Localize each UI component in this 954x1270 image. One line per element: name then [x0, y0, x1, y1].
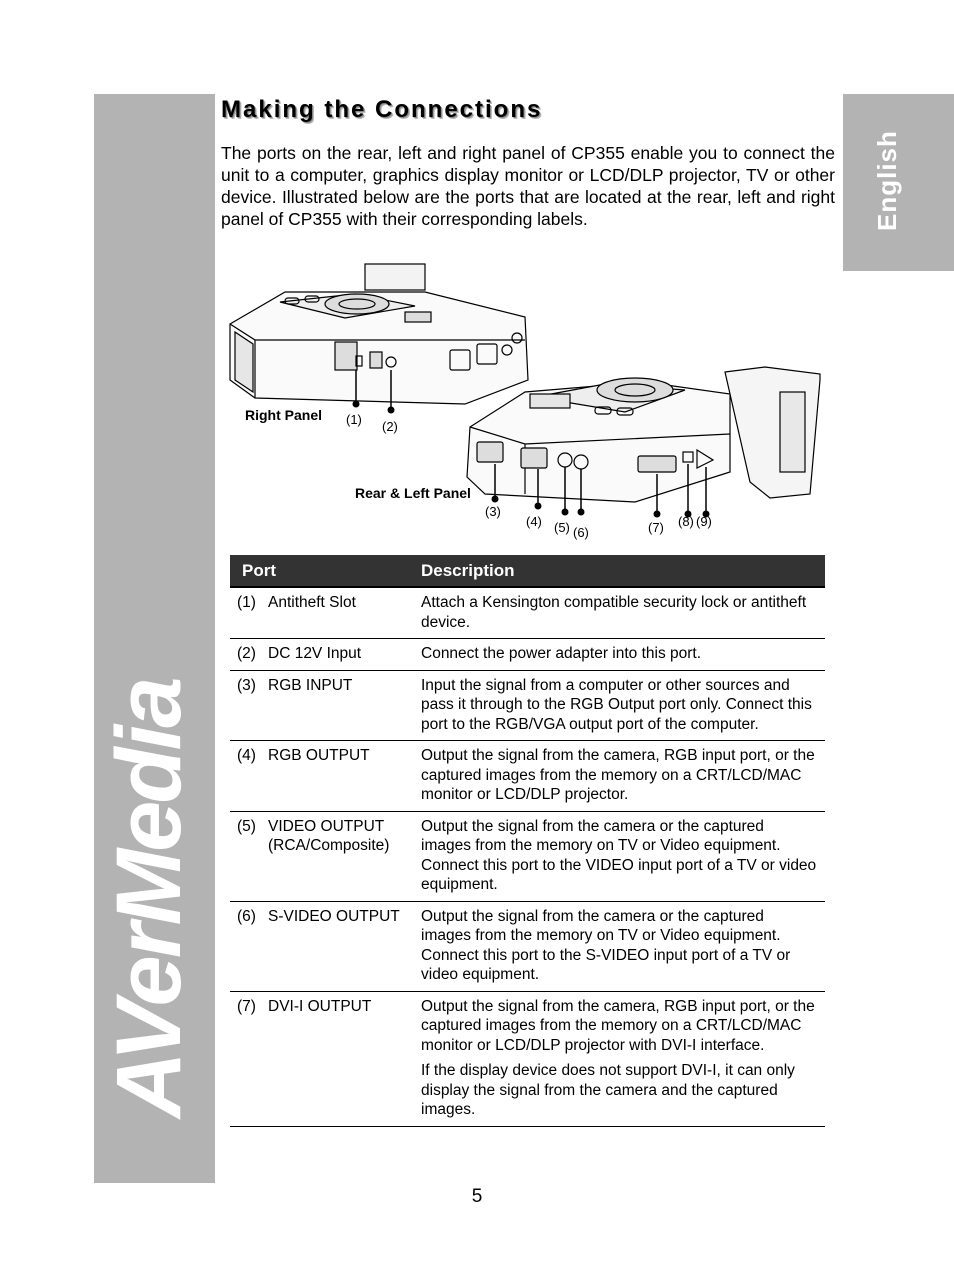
- port-number: (2): [230, 639, 268, 671]
- right-panel-label: Right Panel: [245, 407, 323, 423]
- callout-7: (7): [648, 520, 664, 535]
- description-column-header: Description: [421, 555, 825, 587]
- callout-2: (2): [382, 419, 398, 434]
- port-name: DC 12V Input: [268, 639, 421, 671]
- port-name: DVI-I OUTPUT: [268, 991, 421, 1126]
- table-row: [230, 587, 825, 639]
- table-row: [230, 811, 825, 901]
- rear-left-panel-label: Rear & Left Panel: [355, 485, 471, 501]
- callout-4: (4): [526, 514, 542, 529]
- description-text: Connect the power adapter into this port.: [421, 645, 702, 662]
- description-text: Input the signal from a computer or other sources and pass it through to the RGB Output port only. Connect this port to the RGB/VGA output port of the computer.: [421, 676, 812, 733]
- port-name: S-VIDEO OUTPUT: [268, 901, 421, 991]
- device-illustration: [225, 262, 825, 547]
- ports-figure: [225, 262, 825, 547]
- port-number: (6): [230, 901, 268, 991]
- language-tab-label: English: [872, 130, 902, 231]
- description-text: Output the signal from the camera, RGB input port, or the captured images from the memory on a CRT/LCD/MAC monitor or LCD/DLP projector with DVI-I interface.: [421, 997, 815, 1054]
- table-row: [230, 639, 825, 671]
- port-number: (7): [230, 991, 268, 1126]
- callout-8: (8): [678, 514, 694, 529]
- page-number: 5: [471, 1186, 483, 1207]
- port-column-header: Port: [230, 555, 421, 587]
- description-note: If the display device does not support DVI-I, it can only display the signal from the camera and the captured images.: [421, 1062, 795, 1118]
- ports-table: [230, 555, 825, 1127]
- port-description: [421, 991, 825, 1126]
- description-text: Output the signal from the camera or the captured images from the memory on TV or Video equipment. Connect this port to the S-VIDEO input port of a TV or video equipment.: [421, 907, 791, 983]
- table-header-row: [230, 555, 825, 587]
- port-number: (1): [230, 587, 268, 639]
- port-name: RGB OUTPUT: [268, 741, 421, 812]
- port-number: (5): [230, 811, 268, 901]
- table-row: [230, 901, 825, 991]
- table-row: [230, 741, 825, 812]
- port-description: [421, 901, 825, 991]
- description-text: Output the signal from the camera or the captured images from the memory on TV or Video equipment. Connect this port to the VIDEO input port of a TV or video equipment.: [421, 817, 817, 893]
- callout-6: (6): [573, 525, 589, 540]
- port-name: VIDEO OUTPUT (RCA/Composite): [268, 811, 421, 901]
- page-title: Making the Connections: [221, 96, 543, 123]
- callout-3: (3): [485, 504, 501, 519]
- port-description: [421, 741, 825, 812]
- port-name: RGB INPUT: [268, 670, 421, 741]
- callout-1: (1): [346, 412, 362, 427]
- port-description: [421, 811, 825, 901]
- description-text: Output the signal from the camera, RGB input port, or the captured images from the memory on a CRT/LCD/MAC monitor or LCD/DLP projector.: [421, 747, 815, 803]
- description-text: Attach a Kensington compatible security lock or antitheft device.: [421, 594, 807, 631]
- callout-9: (9): [696, 514, 712, 529]
- table-row: [230, 670, 825, 741]
- port-description: [421, 670, 825, 741]
- callout-5: (5): [554, 520, 570, 535]
- port-name: Antitheft Slot: [268, 587, 421, 639]
- port-number: (3): [230, 670, 268, 741]
- brand-logo: AVerMedia: [98, 679, 200, 1118]
- port-description: [421, 587, 825, 639]
- intro-paragraph: The ports on the rear, left and right panel of CP355 enable you to connect the unit to a computer, graphics display monitor or LCD/DLP projector, TV or other device. Illustrated below are the ports that are located at the rear, left and right panel of CP355 with their corresponding labels.: [221, 143, 835, 229]
- port-number: (4): [230, 741, 268, 812]
- port-description: [421, 639, 825, 671]
- table-row: [230, 991, 825, 1126]
